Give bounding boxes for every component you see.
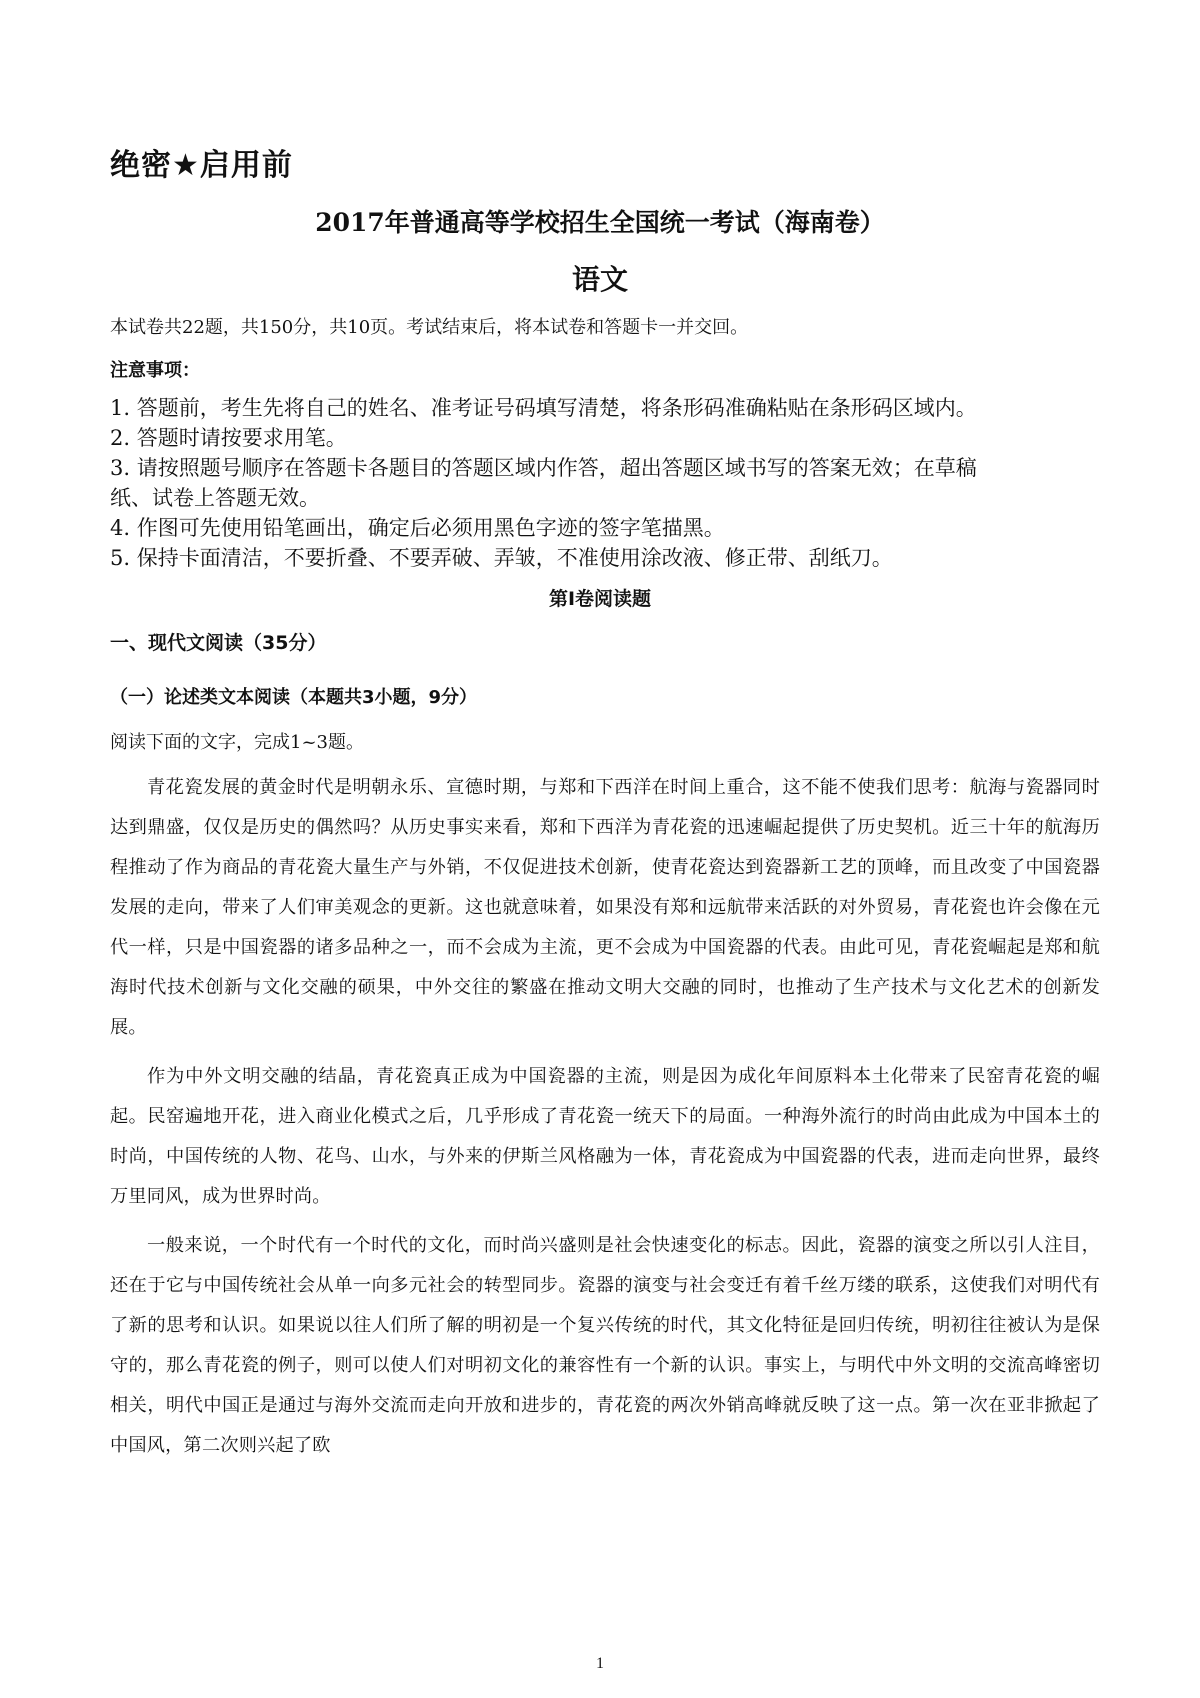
exam-title: 2017年普通高等学校招生全国统一考试（海南卷） (315, 208, 885, 237)
page-number: 1 (596, 1655, 604, 1672)
notice-item: 2. 答题时请按要求用笔。 (110, 426, 347, 450)
notice-item: 3. 请按照题号顺序在答题卡各题目的答题区域内作答，超出答题区域书写的答案无效；在草稿 (110, 456, 977, 480)
reading-instruction: 阅读下面的文字，完成1~3题。 (110, 732, 364, 753)
reading-passage (110, 768, 1100, 1475)
subsection-heading: （一）论述类文本阅读（本题共3小题，9分） (110, 687, 478, 708)
passage-paragraph: 一般来说，一个时代有一个时代的文化，而时尚兴盛则是社会快速变化的标志。因此，瓷器的演变之所以引人注目，还在于它与中国传统社会从单一向多元社会的转型同步。瓷器的演变与社会变迁有着千丝万缕的联系，这使我们对明代有了新的思考和认识。如果说以往人们所了解的明初是一个复兴传统的时代，其文化特征是回归传统，明初往往被认为是保守的，那么青花瓷的例子，则可以使人们对明初文化的兼容性有一个新的认识。事实上，与明代中外文明的交流高峰密切相关，明代中国正是通过与海外交流而走向开放和进步的，青花瓷的两次外销高峰就反映了这一点。第一次在亚非掀起了中国风，第二次则兴起了欧 (110, 1235, 1100, 1456)
subject-title: 语文 (571, 263, 628, 296)
section-heading: 一、现代文阅读（35分） (110, 632, 327, 654)
secret-mark: 绝密★启用前 (110, 148, 293, 183)
notice-item: 4. 作图可先使用铅笔画出，确定后必须用黑色字迹的签字笔描黑。 (110, 516, 725, 540)
notice-item: 纸、试卷上答题无效。 (110, 486, 320, 510)
notice-list (110, 393, 1100, 573)
notice-item: 1. 答题前，考生先将自己的姓名、准考证号码填写清楚，将条形码准确粘贴在条形码区域内。 (110, 396, 977, 420)
passage-paragraph: 青花瓷发展的黄金时代是明朝永乐、宣德时期，与郑和下西洋在时间上重合，这不能不使我们思考：航海与瓷器同时达到鼎盛，仅仅是历史的偶然吗？从历史事实来看，郑和下西洋为青花瓷的迅速崛起提供了历史契机。近三十年的航海历程推动了作为商品的青花瓷大量生产与外销，不仅促进技术创新，使青花瓷达到瓷器新工艺的顶峰，而且改变了中国瓷器发展的走向，带来了人们审美观念的更新。这也就意味着，如果没有郑和远航带来活跃的对外贸易，青花瓷也许会像在元代一样，只是中国瓷器的诸多品种之一，而不会成为主流，更不会成为中国瓷器的代表。由此可见，青花瓷崛起是郑和航海时代技术创新与文化交融的硕果，中外交往的繁盛在推动文明大交融的同时，也推动了生产技术与文化艺术的创新发展。 (110, 777, 1100, 1038)
passage-paragraph: 作为中外文明交融的结晶，青花瓷真正成为中国瓷器的主流，则是因为成化年间原料本土化带来了民窑青花瓷的崛起。民窑遍地开花，进入商业化模式之后，几乎形成了青花瓷一统天下的局面。一种海外流行的时尚由此成为中国本土的时尚，中国传统的人物、花鸟、山水，与外来的伊斯兰风格融为一体，青花瓷成为中国瓷器的代表，进而走向世界，最终万里同风，成为世界时尚。 (110, 1066, 1100, 1207)
notice-item: 5. 保持卡面清洁，不要折叠、不要弄破、弄皱，不准使用涂改液、修正带、刮纸刀。 (110, 546, 893, 570)
notice-heading: 注意事项： (110, 360, 200, 381)
part-heading: 第Ⅰ卷阅读题 (548, 588, 652, 610)
exam-intro: 本试卷共22题，共150分，共10页。考试结束后，将本试卷和答题卡一并交回。 (110, 317, 749, 338)
